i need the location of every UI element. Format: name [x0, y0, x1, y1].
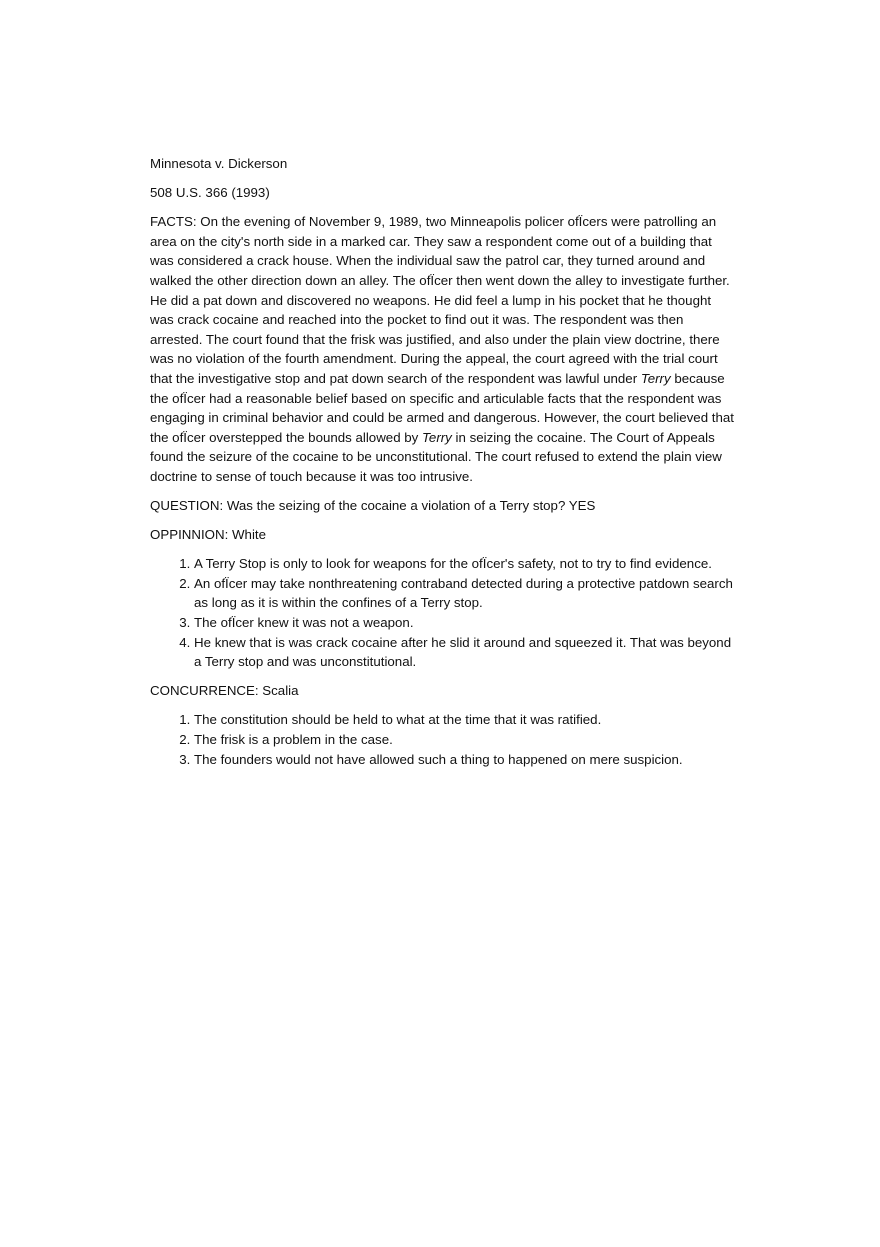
facts-text-1: FACTS: On the evening of November 9, 1989, two Minneapolis policer ofÏcers were patrolling an area on the city's north side in a marked car. They saw a respondent come out of a building that was considered a crack house. When the individual saw the patrol car, they turned around and walked the other direction down an alley. The ofÏcer then went down the alley to investigate further. He did a pat down and discovered no weapons. He did feel a lump in his pocket that he thought was crack cocaine and reached into the pocket to find out it was. The respondent was then arrested. The court found that the frisk was justified, and also under the plain view doctrine, there was no violation of the fourth amendment. During the appeal, the court agreed with the trial court that the investigative stop and pat down search of the respondent was lawful under: [150, 214, 730, 386]
facts-case-name-2: Terry: [422, 429, 452, 445]
concurrence-item: 1. The constitution should be held to what at the time that it was ratified.: [194, 710, 735, 730]
concurrence-item: 2. The frisk is a problem in the case.: [194, 730, 735, 750]
document-body: [150, 154, 735, 779]
question-paragraph: QUESTION: Was the seizing of the cocaine a violation of a Terry stop? YES: [150, 498, 596, 513]
opinion-list: [150, 554, 735, 672]
facts-case-name-1: Terry: [640, 370, 671, 386]
concurrence-heading: CONCURRENCE: Scalia: [150, 683, 299, 699]
concurrence-list: [150, 710, 735, 769]
opinion-item: 1. A Terry Stop is only to look for weapons for the ofÏcer's safety, not to try to find evidence.: [194, 554, 735, 574]
case-citation: 508 U.S. 366 (1993): [150, 185, 270, 201]
concurrence-item: 3. The founders would not have allowed such a thing to happened on mere suspicion.: [194, 750, 735, 770]
case-title: Minnesota v. Dickerson: [150, 156, 288, 171]
facts-text-2: because the ofÏcer had a reasonable belief based on specific and articulable facts that the respondent was engaging in criminal behavior and could be armed and dangerous. However, the court believed that the ofÏcer overstepped the bounds allowed by: [150, 370, 734, 445]
facts-paragraph: [150, 212, 735, 486]
opinion-item: 4. He knew that is was crack cocaine after he slid it around and squeezed it. That was beyond a Terry stop and was unconstitutional.: [194, 633, 735, 672]
opinion-item: 2. An ofÏcer may take nonthreatening contraband detected during a protective patdown search as long as it is within the confines of a Terry stop.: [194, 574, 735, 613]
opinion-heading: OPPINNION: White: [150, 527, 266, 543]
opinion-item: 3. The ofÏcer knew it was not a weapon.: [194, 613, 735, 633]
facts-text-3: in seizing the cocaine. The Court of Appeals found the seizure of the cocaine to be unconstitutional. The court refused to extend the plain view doctrine to sense of touch because it was too intrusive.: [150, 429, 722, 484]
